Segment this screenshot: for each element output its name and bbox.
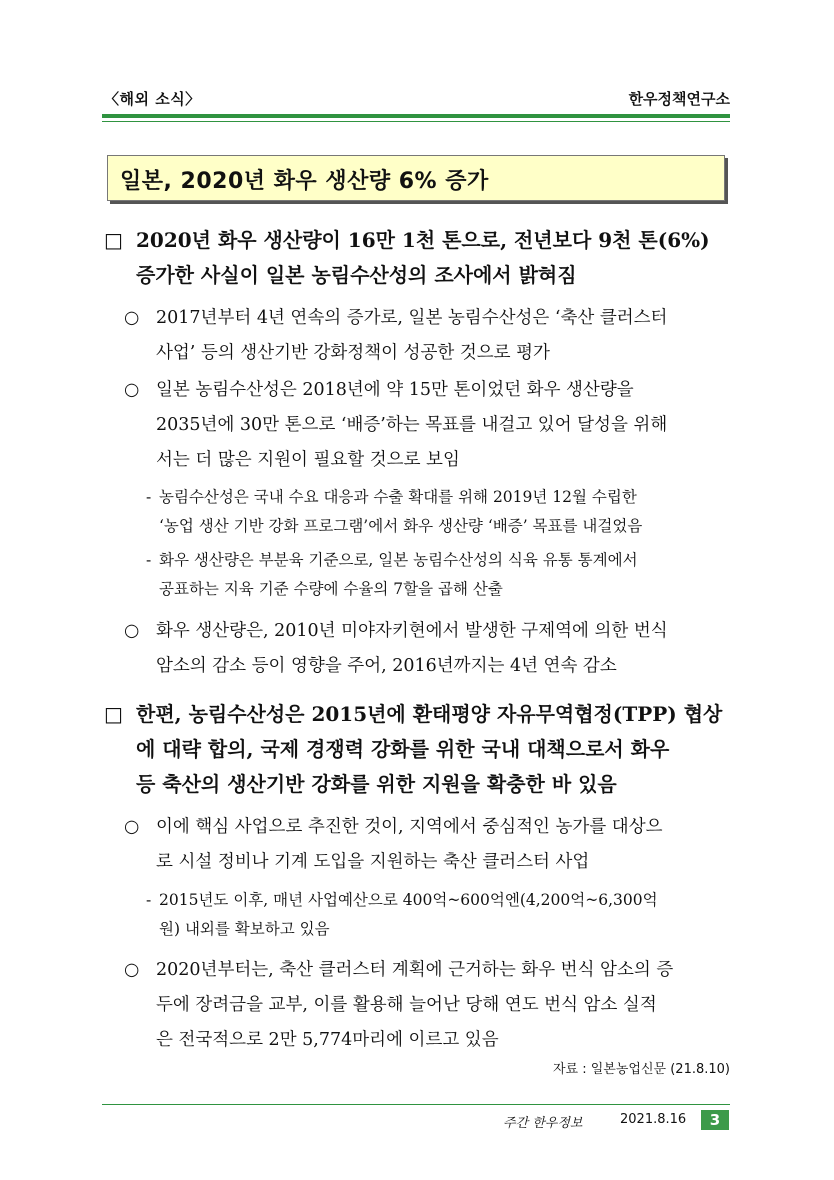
- section2-line-3: 등 축산의 생산기반 강화를 위한 지원을 확충한 바 있음: [136, 772, 617, 796]
- header-organization: 한우정책연구소: [628, 90, 730, 108]
- section2-point-2-line-2: 두에 장려금을 교부, 이를 활용해 늘어난 당해 연도 번식 암소 실적: [156, 995, 657, 1015]
- section2-line-2: 에 대략 합의, 국제 경쟁력 강화를 위한 국내 대책으로서 화우: [136, 737, 670, 761]
- circle-bullet-marker: ○: [124, 308, 140, 328]
- section1-detail-1: [159, 483, 642, 541]
- section2-point-2-line-3: 은 전국적으로 2만 5,774마리에 이르고 있음: [156, 1030, 499, 1050]
- header-rule-thin: [102, 121, 730, 122]
- section1-point-1-line-2: 사업’ 등의 생산기반 강화정책이 성공한 것으로 평가: [156, 343, 550, 363]
- section1-point-2-line-1: 일본 농림수산성은 2018년에 약 15만 톤이었던 화우 생산량을: [156, 380, 634, 400]
- section1-bullet: [136, 223, 710, 293]
- section1-detail-2-line-1: 화우 생산량은 부분육 기준으로, 일본 농림수산성의 식육 유통 통계에서: [159, 551, 638, 569]
- section1-point-3-line-1: 화우 생산량은, 2010년 미야자키현에서 발생한 구제역에 의한 번식: [156, 621, 668, 641]
- section2-point-1-line-1: 이에 핵심 사업으로 추진한 것이, 지역에서 중심적인 농가를 대상으: [156, 817, 663, 837]
- section2-point-2-line-1: 2020년부터는, 축산 클러스터 계획에 근거하는 화우 번식 암소의 증: [156, 960, 674, 980]
- title-box: [107, 155, 725, 201]
- header-rule-thick: [102, 114, 730, 118]
- circle-bullet-marker: ○: [124, 817, 140, 837]
- section1-detail-1-line-2: ‘농업 생산 기반 강화 프로그램’에서 화우 생산량 ‘배증’ 목표를 내걸었음: [159, 517, 643, 535]
- section1-point-2-line-2: 2035년에 30만 톤으로 ‘배증’하는 목표를 내걸고 있어 달성을 위해: [156, 415, 668, 435]
- dash-bullet-marker: -: [146, 551, 152, 569]
- section1-point-2-line-3: 서는 더 많은 지원이 필요할 것으로 보임: [156, 450, 460, 470]
- section2-point-1: [156, 810, 663, 880]
- square-bullet-marker: □: [104, 228, 123, 252]
- section2-detail-1-line-1: 2015년도 이후, 매년 사업예산으로 400억~600억엔(4,200억~6,300억: [159, 891, 658, 909]
- section1-point-3: [156, 614, 668, 684]
- section1-line-2: 증가한 사실이 일본 농림수산성의 조사에서 밝혀짐: [136, 263, 577, 287]
- circle-bullet-marker: ○: [124, 621, 140, 641]
- dash-bullet-marker: -: [146, 488, 152, 506]
- footer-rule: [102, 1104, 730, 1105]
- section1-point-1: [156, 301, 667, 371]
- footer-date: 2021.8.16: [620, 1112, 687, 1127]
- square-bullet-marker: □: [104, 702, 123, 726]
- footer-publication: 주간 한우정보: [503, 1116, 583, 1131]
- header-section-label: 〈해외 소식〉: [104, 90, 201, 108]
- section2-bullet: [136, 697, 722, 802]
- circle-bullet-marker: ○: [124, 380, 140, 400]
- section2-detail-1: [159, 886, 658, 944]
- section1-point-3-line-2: 암소의 감소 등이 영향을 주어, 2016년까지는 4년 연속 감소: [156, 656, 617, 676]
- section2-point-2: [156, 953, 673, 1058]
- section1-detail-2: [159, 546, 638, 604]
- page-title: 일본, 2020년 화우 생산량 6% 증가: [120, 169, 489, 194]
- section1-line-1: 2020년 화우 생산량이 16만 1천 톤으로, 전년보다 9천 톤(6%): [136, 228, 710, 252]
- page-number: 3: [701, 1110, 729, 1130]
- section2-line-1: 한편, 농림수산성은 2015년에 환태평양 자유무역협정(TPP) 협상: [136, 702, 723, 726]
- section2-point-1-line-2: 로 시설 정비나 기계 도입을 지원하는 축산 클러스터 사업: [156, 852, 590, 872]
- section1-point-1-line-1: 2017년부터 4년 연속의 증가로, 일본 농림수산성은 ‘축산 클러스터: [156, 308, 668, 328]
- section1-detail-1-line-1: 농림수산성은 국내 수요 대응과 수출 확대를 위해 2019년 12월 수립한: [159, 488, 637, 506]
- section2-detail-1-line-2: 원) 내외를 확보하고 있음: [159, 920, 330, 938]
- section1-point-2: [156, 373, 667, 478]
- dash-bullet-marker: -: [146, 891, 152, 909]
- circle-bullet-marker: ○: [124, 960, 140, 980]
- source-citation: 자료 : 일본농업신문 (21.8.10): [552, 1062, 730, 1077]
- section1-detail-2-line-2: 공표하는 지육 기준 수량에 수율의 7할을 곱해 산출: [159, 580, 503, 598]
